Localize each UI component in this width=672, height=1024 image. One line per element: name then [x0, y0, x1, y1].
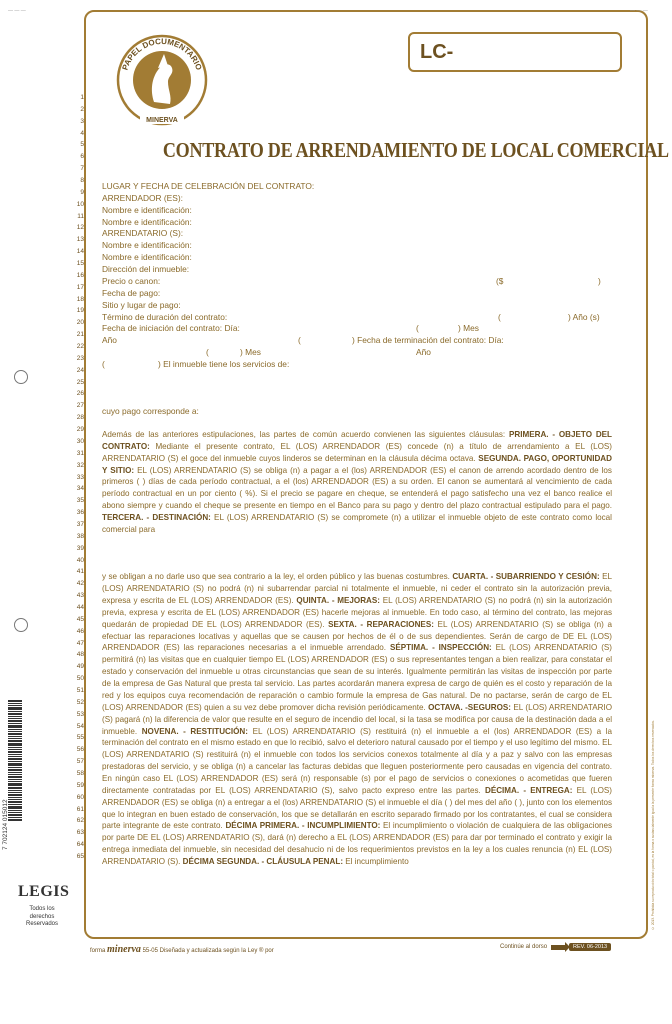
line-number: 34 — [76, 485, 84, 493]
corner-mark-right: — — — — [630, 8, 648, 14]
line-number: 61 — [76, 805, 84, 813]
field-start-day-paren: ( — [416, 323, 419, 334]
field-end-year-paren: ( — [102, 358, 105, 369]
line-number: 55 — [76, 734, 84, 742]
line-number: 42 — [76, 580, 84, 588]
line-number: 58 — [76, 769, 84, 777]
line-number: 43 — [76, 592, 84, 600]
line-number: 29 — [76, 426, 84, 434]
line-number: 11 — [77, 212, 84, 220]
line-number: 28 — [76, 414, 84, 422]
line-number: 13 — [76, 236, 84, 244]
seal-bottom-text: MINERVA — [146, 117, 178, 124]
revision-badge: REV. 06-2013 — [569, 943, 611, 951]
line-number: 20 — [76, 319, 84, 327]
clause-heading: SEGUNDA. PAGO, OPORTUNIDAD Y SITIO: — [102, 453, 612, 475]
field-term[interactable]: Término de duración del contrato: — [102, 311, 228, 322]
line-number: 36 — [76, 509, 84, 517]
line-number: 39 — [76, 544, 84, 552]
field-price-paren-close: ) — [598, 275, 601, 286]
line-number: 17 — [76, 283, 84, 291]
field-end-year[interactable]: Año — [416, 347, 431, 357]
clause-text: EL (LOS) ARRENDATARIO (S) no podrá (n) ni subarrendar parcial ni totalmente el inmueble, ni ceder el contrato sin la autorización previa, expresa y escrita de EL (LOS) ARRENDADOR (ES). — [102, 572, 612, 606]
line-number: 30 — [76, 437, 84, 445]
arrow-right-icon — [551, 945, 565, 950]
line-number: 65 — [76, 853, 84, 860]
line-number: 27 — [76, 402, 84, 410]
continue-label: Continúe al dorso — [500, 944, 548, 950]
line-number: 54 — [76, 722, 84, 730]
clause-text: y se obligan a no darle uso que sea contrario a la ley, el orden público y las buenas costumbres. — [102, 572, 453, 582]
field-term-paren-open: ( — [498, 311, 501, 322]
line-number: 62 — [76, 817, 84, 825]
line-number: 37 — [76, 520, 84, 528]
line-number: 47 — [76, 639, 84, 647]
field-lessees[interactable]: ARRENDATARIO (S): — [102, 228, 184, 239]
clause-heading: CUARTA. - SUBARRIENDO Y CESIÓN: — [452, 572, 600, 582]
page-title: CONTRATO DE ARRENDAMIENTO DE LOCAL COMERCIAL — [162, 138, 669, 162]
field-lessee-name-2[interactable]: Nombre e identificación: — [102, 252, 192, 263]
line-number: 52 — [76, 698, 84, 706]
field-price-paren-open: ($ — [496, 275, 504, 286]
clause-text: Además de las anteriores estipulaciones, las partes de común acuerdo convienen las siguientes cláusulas: — [102, 430, 509, 439]
minerva-seal-logo — [112, 30, 212, 128]
line-number: 8 — [80, 177, 84, 185]
line-number: 22 — [76, 343, 84, 351]
clause-text: El incumplimiento o violación de cualquiera de las obligaciones por parte DE EL (LOS) ARRENDATARIO (S), dará (n) derecho a EL (LOS) ARRENDADOR (ES) para dar por terminado el contrato y exigir la entrega inmediata del inmueble, sin necesidad del desahucio ni de los requerimientos previstos en la ley a los cuales renuncia (n) EL (LOS) ARRENDATARIO (S). — [102, 821, 612, 866]
footer-form-info — [90, 944, 274, 955]
clause-heading: PRIMERA. - OBJETO DEL CONTRATO: — [102, 430, 613, 451]
footer-continue — [500, 943, 611, 951]
line-number: 48 — [76, 651, 84, 659]
line-number: 40 — [76, 556, 84, 564]
line-number: 56 — [76, 746, 84, 754]
field-payment-date[interactable]: Fecha de pago: — [102, 287, 161, 298]
field-property-address[interactable]: Dirección del inmueble: — [102, 264, 190, 274]
line-number: 59 — [76, 781, 84, 789]
legal-side-note: © 2013. Prohibida su reproducción total o parcial, en la forma o sustancialmente igual a la presente forma minerva. Todos los derechos reservados. — [651, 720, 655, 930]
field-end-day[interactable]: ) Fecha de terminación del contrato: Día: — [352, 335, 504, 346]
barcode-bar — [8, 700, 22, 702]
clause-heading: SEXTA. - REPARACIONES: — [328, 619, 434, 629]
clause-heading: DÉCIMA. - ENTREGA: — [484, 785, 573, 795]
line-number: 35 — [76, 497, 84, 505]
field-lessor-name-2[interactable]: Nombre e identificación: — [102, 216, 192, 227]
line-number: 33 — [76, 473, 84, 481]
line-number: 10 — [76, 200, 84, 208]
clause-heading: DÉCIMA PRIMERA. - INCUMPLIMIENTO: — [225, 821, 381, 831]
corner-mark-left: — — — — [8, 8, 26, 14]
line-number: 44 — [76, 603, 84, 611]
contract-clauses — [102, 429, 612, 868]
field-payment-place[interactable]: Sitio y lugar de pago: — [102, 299, 181, 310]
line-numbers — [64, 92, 84, 863]
clauses-paragraph-2 — [102, 571, 612, 867]
field-services[interactable]: ) El inmueble tiene los servicios de: — [158, 358, 290, 369]
clause-heading: TERCERA. - DESTINACIÓN: — [102, 513, 211, 523]
clause-text: EL (LOS) ARRENDATARIO (S) no podrá (n) sin la autorización previa, expresa y escrita de EL (LOS) ARRENDADOR (ES) hacerle mejoras al inmueble. En todo caso, al término del contrato, las mejoras quedarán de propiedad DE EL (LOS) ARRENDADOR (ES). — [102, 596, 612, 629]
form-code-box[interactable] — [408, 32, 622, 72]
line-number: 16 — [76, 271, 84, 279]
field-place-date[interactable]: LUGAR Y FECHA DE CELEBRACIÓN DEL CONTRATO: — [102, 181, 315, 191]
barcode-bar — [8, 703, 22, 704]
line-number: 3 — [80, 117, 84, 125]
clause-text: EL (LOS) ARRENDATARIO (S) permitirá (n) las visitas que en cualquier tiempo EL (LOS) ARRENDADOR (ES) o sus representantes tengan a bien realizar, para constatar el estado y conservación del inmueble u otras circunstancias que sean de su interés. Igualmente permitirán las visitas de inspección por parte de la empresa de Gas Natural que presta tal servicio. Las partes acordarán manera expresa de cargo de quién es el costo y reparación de la red y los equipos cuya recomendación de reparación o cambio formule la empresa de Gas natural. De no pactarse, serán de cargo de EL (LOS) ARRENDADOR (ES) quien a su vez debe promover dicha revisión periódicamente. — [102, 643, 612, 712]
line-number: 6 — [80, 153, 84, 161]
line-number: 18 — [76, 295, 84, 303]
field-lessor-name-1[interactable]: Nombre e identificación: — [102, 204, 192, 215]
form-code-label: LC- — [420, 40, 454, 63]
line-number: 57 — [76, 758, 84, 766]
field-lessee-name-1[interactable]: Nombre e identificación: — [102, 240, 192, 251]
line-number: 41 — [76, 568, 84, 576]
line-number: 50 — [76, 675, 84, 683]
line-number: 49 — [76, 663, 84, 671]
clause-text: EL (LOS) ARRENDATARIO (S) restituirá (n) el inmueble a el (los) ARRENDADOR (ES) a la terminación del contrato en el mismo estado en que lo recibió, salvo el deterioro natural causado por el tiempo y el uso legítimo del mismo. EL (LOS) ARRENDATARIO (S) restituirá (n) el inmueble con todos los servicios conexos totalmente al día y a paz y salvo con las empresas prestadoras del servicio, y se obliga (n) a cancelar las facturas debidas que lleguen posteriormente pero causadas en vigencia del contrato. En ningún caso EL (LOS) ARRENDADOR (ES) será (n) responsable (s) por el pago de servicios o conexiones o acometidas que fueren directamente contratadas por EL (LOS) ARRENDATARIO (S), salvo pacto expreso entre las partes. — [102, 726, 613, 795]
line-number: 9 — [80, 188, 84, 196]
line-number: 63 — [76, 829, 84, 837]
clause-heading: OCTAVA. -SEGUROS: — [428, 702, 511, 712]
field-start-day[interactable]: Fecha de iniciación del contrato: Día: — [102, 323, 240, 334]
line-number: 32 — [76, 461, 84, 469]
field-start-month: ) Mes — [458, 323, 479, 334]
field-start-year[interactable]: Año — [102, 335, 117, 346]
field-price[interactable]: Precio o canon: — [102, 275, 161, 286]
clause-text: Mediante el presente contrato, EL (LOS) ARRENDADOR (ES) concede (n) a título de arrendamiento a EL (LOS) ARRENDATARIO (S) el goce del inmueble cuyos linderos se determinan en la cláusula décima octava. — [102, 441, 612, 463]
line-number: 12 — [76, 224, 84, 232]
line-number: 14 — [76, 248, 84, 256]
line-number: 51 — [76, 686, 84, 694]
footer-brand-prefix: forma — [90, 948, 106, 954]
punch-hole-bottom — [14, 618, 28, 632]
line-number: 53 — [76, 710, 84, 718]
line-number: 25 — [76, 378, 84, 386]
clause-text: EL (LOS) ARRENDATARIO (S) se obliga (n) a efectuar las reparaciones locativas y aquellas que se causen por hechos de él o de sus dependientes. Serán de cargo de DE EL (LOS) ARRENDADOR (ES) las reparaciones necesarias a el inmueble arrendado. — [102, 619, 612, 653]
seal-top-text: PAPEL DOCUMENTARIO — [120, 36, 204, 72]
punch-hole-top — [14, 370, 28, 384]
line-number: 1 — [80, 94, 84, 101]
line-number: 26 — [76, 390, 84, 398]
field-start-year-paren: ( — [298, 335, 301, 346]
clause-text: EL (LOS) ARRENDATARIO (S) se obliga (n) a pagar a el (los) ARRENDADOR (ES) el canon de arrendo acordado dentro de los primeros ( ) días de cada período contractual, a el (los) ARRENDADOR (ES) a su orden. El canon se aumentará al vencimiento de cada período contractual en un por ciento ( %). Si el precio se pagare en cheque, se entenderá el pago satisfecho una vez el banco realice el abono siempre y cuando el cheque se presente en tiempo en el Banco para su pago y dentro del plazo contractual estipulado para el pago. — [102, 465, 612, 511]
clause-heading: QUINTA. - MEJORAS: — [296, 596, 380, 606]
line-number: 24 — [76, 366, 84, 374]
clause-text: El incumplimiento — [343, 856, 409, 866]
field-payment-responsible[interactable]: cuyo pago corresponde a: — [102, 406, 199, 417]
line-number: 64 — [76, 841, 84, 849]
barcode-number: 7 702124 015012 — [2, 799, 9, 850]
publisher-rights: Todos los derechos Reservados — [25, 906, 58, 927]
field-term-years: ) Año (s) — [568, 311, 600, 322]
line-number: 60 — [76, 793, 84, 801]
clause-heading: SÉPTIMA. - INSPECCIÓN: — [389, 643, 492, 653]
footer-code: 55-05 Diseñada y actualizada según la Ley ® por — [142, 948, 274, 954]
field-lessors[interactable]: ARRENDADOR (ES): — [102, 192, 183, 203]
line-number: 4 — [80, 129, 84, 137]
clause-heading: DÉCIMA SEGUNDA. - CLÁUSULA PENAL: — [182, 856, 344, 866]
clause-heading: NOVENA. - RESTITUCIÓN: — [141, 726, 248, 736]
clause-text: EL (LOS) ARRENDATARIO (S) se compromete (n) a utilizar el inmueble objeto de este contrato como local comercial para — [102, 513, 612, 534]
line-number: 23 — [76, 354, 84, 362]
line-number: 15 — [76, 260, 84, 268]
line-number: 31 — [76, 449, 84, 457]
clause-text: EL (LOS) ARRENDATARIO (S) pagará (n) la diferencia de valor que resulte en el seguro de incendio del local, si la tasa se modifica por causa de la destinación dada a el inmueble. — [102, 702, 613, 736]
clause-text: EL (LOS) ARRENDADOR (ES) se obliga (n) a entregar a el (los) ARRENDATARIO (S) el inmueble el día ( ) del mes del año ( ), junto con los elementos que lo integran en buen estado de conservación, los que se detallarán en escrito separado firmado por los contratantes, el cual se considera parte integrante de este contrato. — [102, 785, 613, 831]
footer-brand: minerva — [107, 944, 141, 955]
line-number: 46 — [76, 627, 84, 635]
line-number: 19 — [76, 307, 84, 315]
line-number: 7 — [80, 165, 84, 173]
line-number: 2 — [80, 105, 84, 113]
field-end-month: ) Mes — [240, 347, 261, 357]
publisher-logo: LEGIS — [18, 883, 70, 900]
line-number: 21 — [76, 331, 84, 339]
field-end-day-paren: ( — [206, 347, 209, 357]
line-number: 38 — [76, 532, 84, 540]
line-number: 45 — [76, 615, 84, 623]
clauses-paragraph-1 — [102, 429, 612, 536]
line-number: 5 — [80, 141, 84, 149]
